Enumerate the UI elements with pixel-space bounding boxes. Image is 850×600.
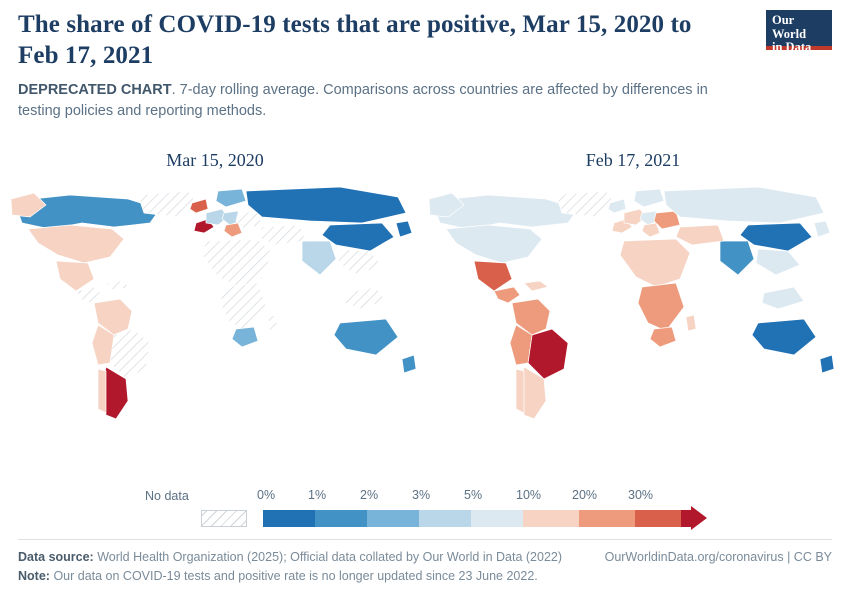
- legend-tick-3: 3%: [412, 488, 431, 502]
- world-map-feb-2021[interactable]: [428, 183, 838, 433]
- country-russia[interactable]: [246, 187, 406, 223]
- country-mexico[interactable]: [56, 261, 94, 291]
- country-chile[interactable]: [516, 369, 524, 413]
- footer-link[interactable]: OurWorldinData.org/coronavirus | CC BY: [604, 550, 832, 565]
- country-japan[interactable]: [396, 221, 412, 237]
- country-scandinavia[interactable]: [634, 189, 664, 207]
- country-madagascar[interactable]: [268, 315, 278, 331]
- logo-line-2: in Data: [772, 40, 812, 54]
- legend-tick-7: 30%: [628, 488, 654, 502]
- legend-tick-1: 1%: [308, 488, 327, 502]
- country-central-america[interactable]: [494, 287, 520, 303]
- logo-line-1: Our World: [772, 13, 807, 41]
- page-title: The share of COVID-19 tests that are positive, Mar 15, 2020 to Feb 17, 2021: [18, 11, 692, 69]
- country-south-africa[interactable]: [650, 327, 676, 347]
- legend-arrow-icon: [691, 506, 707, 530]
- country-southeast-asia[interactable]: [338, 249, 382, 275]
- country-indonesia[interactable]: [344, 287, 386, 309]
- map-grid: [0, 150, 850, 460]
- country-middle-east[interactable]: [676, 225, 724, 245]
- country-sub-saharan-africa[interactable]: [638, 283, 684, 331]
- country-italy[interactable]: [642, 223, 660, 237]
- country-scandinavia[interactable]: [216, 189, 246, 207]
- legend-no-data-label: No data: [145, 489, 189, 503]
- country-madagascar[interactable]: [686, 315, 696, 331]
- country-north-africa[interactable]: [620, 239, 690, 287]
- country-sub-saharan-africa[interactable]: [220, 283, 266, 331]
- country-brazil[interactable]: [110, 329, 150, 379]
- country-middle-east[interactable]: [258, 225, 306, 245]
- legend-tick-5: 10%: [516, 488, 542, 502]
- color-legend[interactable]: [0, 488, 850, 534]
- country-greenland[interactable]: [138, 191, 198, 217]
- legend-swatch-7[interactable]: [635, 510, 681, 527]
- country-brazil[interactable]: [528, 329, 568, 379]
- country-united-states[interactable]: [28, 225, 124, 263]
- chart-footer: [18, 539, 832, 586]
- legend-tick-labels: [145, 488, 705, 506]
- subtitle-rest: . 7-day rolling average. Comparisons across countries are affected by differences in testing policies and reporting methods.: [18, 82, 708, 119]
- legend-swatch-2[interactable]: [367, 510, 419, 527]
- country-india[interactable]: [302, 241, 336, 275]
- country-greenland[interactable]: [556, 191, 616, 217]
- footer-source-label: Data source:: [18, 550, 94, 565]
- deprecated-badge: DEPRECATED CHART: [18, 82, 172, 98]
- map-panel-feb-2021[interactable]: [428, 150, 838, 450]
- country-russia[interactable]: [664, 187, 824, 223]
- country-caribbean[interactable]: [524, 281, 548, 291]
- country-southeast-asia[interactable]: [756, 249, 800, 275]
- footer-source-text: World Health Organization (2025); Official data collated by Our World in Data (2022): [97, 550, 563, 565]
- country-chile[interactable]: [98, 369, 106, 413]
- country-india[interactable]: [720, 241, 754, 275]
- country-central-america[interactable]: [76, 287, 102, 303]
- country-caribbean[interactable]: [106, 281, 130, 291]
- country-mexico[interactable]: [474, 261, 512, 291]
- legend-swatch-3[interactable]: [419, 510, 471, 527]
- legend-swatch-5[interactable]: [523, 510, 579, 527]
- legend-swatch-6[interactable]: [579, 510, 635, 527]
- country-united-states[interactable]: [446, 225, 542, 263]
- legend-tick-6: 20%: [572, 488, 598, 502]
- country-north-africa[interactable]: [202, 239, 272, 287]
- legend-tick-4: 5%: [464, 488, 483, 502]
- country-china[interactable]: [740, 223, 812, 251]
- legend-swatch-1[interactable]: [315, 510, 367, 527]
- legend-gradient-bar[interactable]: [145, 510, 705, 527]
- country-new-zealand[interactable]: [402, 355, 416, 373]
- footer-note-text: Our data on COVID-19 tests and positive rate is no longer updated since 23 June 2022.: [53, 569, 538, 584]
- legend-swatch-0[interactable]: [263, 510, 315, 527]
- legend-tick-0: 0%: [257, 488, 276, 502]
- map-title-right: Feb 17, 2021: [585, 150, 681, 170]
- chart-header: [18, 10, 832, 121]
- country-australia[interactable]: [752, 319, 816, 355]
- legend-swatch-8[interactable]: [681, 510, 691, 527]
- chart-subtitle: [18, 80, 718, 121]
- country-china[interactable]: [322, 223, 394, 251]
- country-australia[interactable]: [334, 319, 398, 355]
- footer-note-label: Note:: [18, 569, 50, 584]
- country-indonesia[interactable]: [762, 287, 804, 309]
- legend-no-data-swatch[interactable]: [201, 510, 247, 527]
- country-italy[interactable]: [224, 223, 242, 237]
- owid-logo[interactable]: [766, 10, 832, 54]
- country-south-africa[interactable]: [232, 327, 258, 347]
- map-title-left: Mar 15, 2020: [166, 150, 264, 170]
- legend-tick-2: 2%: [360, 488, 379, 502]
- country-japan[interactable]: [814, 221, 830, 237]
- legend-swatch-4[interactable]: [471, 510, 523, 527]
- map-panel-mar-2020[interactable]: [10, 150, 420, 450]
- country-new-zealand[interactable]: [820, 355, 834, 373]
- world-map-mar-2020[interactable]: [10, 183, 420, 433]
